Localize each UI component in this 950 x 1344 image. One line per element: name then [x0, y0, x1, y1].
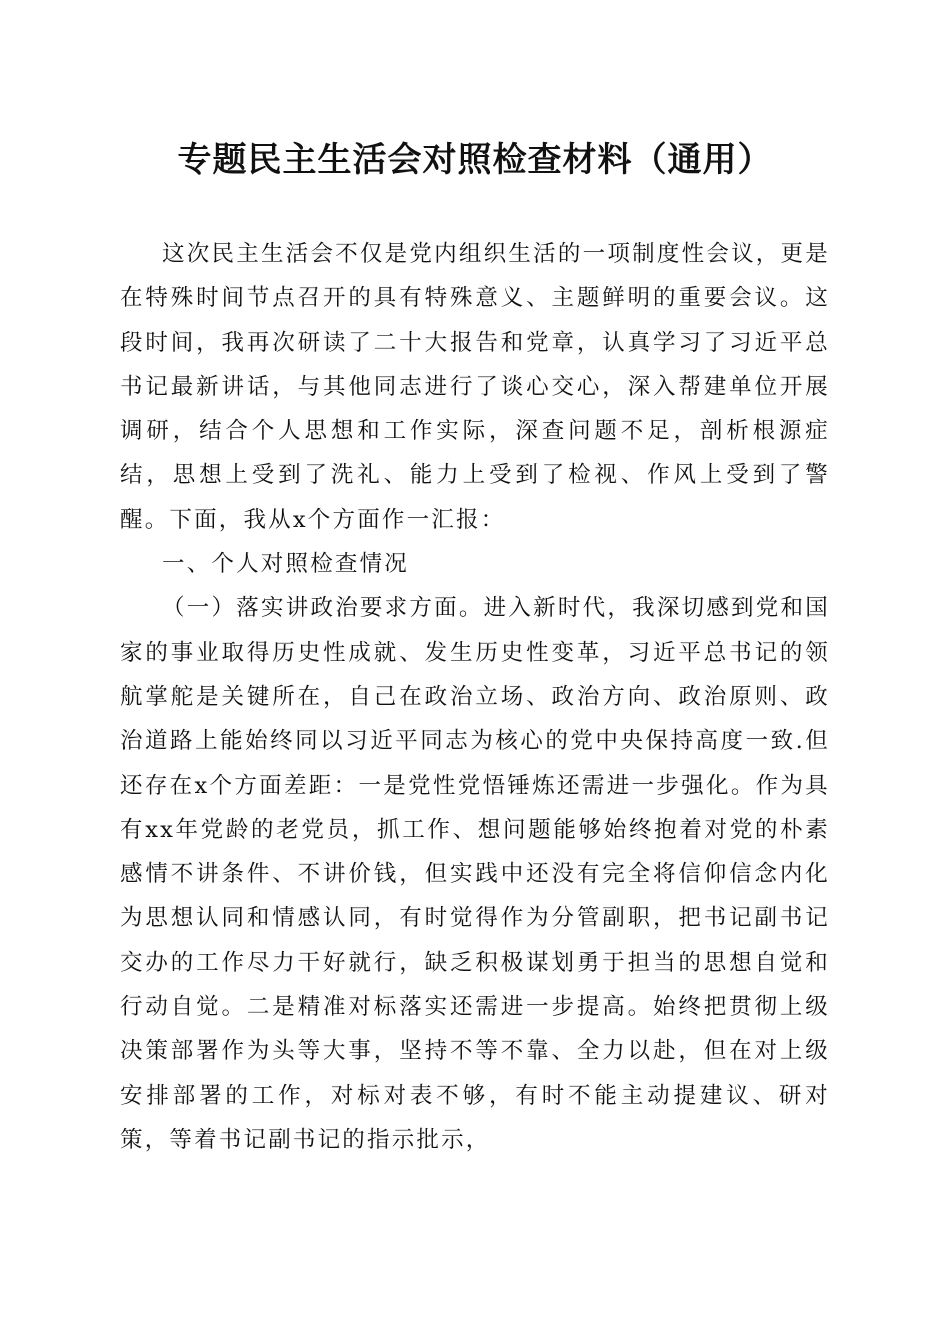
intro-paragraph: 这次民主生活会不仅是党内组织生活的一项制度性会议，更是在特殊时间节点召开的具有特殊意义、主题鲜明的重要会议。这段时间，我再次研读了二十大报告和党章，认真学习了习近平总书记最新讲话，与其他同志进行了谈心交心，深入帮建单位开展调研，结合个人思想和工作实际，深查问题不足，剖析根源症结，思想上受到了洗礼、能力上受到了检视、作风上受到了警醒。下面，我从x个方面作一汇报：	[120, 241, 830, 533]
subsection-body-1: 进入新时代，我深切感到党和国家的事业取得历史性成就、发生历史性变革，习近平总书记的领航掌舵是关键所在，自己在政治立场、政治方向、政治原则、政治道路上能始终同以习近平同志为核心的党中央保持高度一致.但还存在x个方面差距：一是党性党悟锤炼还需进一步强化。作为具有xx年党龄的老党员，抓工作、想问题能够始终抱着对党的朴素感情不讲条件、不讲价钱，但实践中还没有完全将信仰信念内化为思想认同和情感认同，有时觉得作为分管副职，把书记副书记交办的工作尽力干好就行，缺乏积极谋划勇于担当的思想自觉和行动自觉。二是精准对标落实还需进一步提高。始终把贯彻上级决策部署作为头等大事，坚持不等不靠、全力以赴，但在对上级安排部署的工作，对标对表不够，有时不能主动提建议、研对策，等着书记副书记的指示批示，	[120, 595, 830, 1153]
subsection-lead-1: （一）落实讲政治要求方面。	[162, 595, 484, 622]
document-body	[120, 232, 830, 1162]
subsection-paragraph-1	[120, 586, 830, 1162]
section-heading-1: 一、个人对照检查情况	[162, 551, 410, 578]
document-title: 专题民主生活会对照检查材料（通用）	[177, 140, 773, 180]
